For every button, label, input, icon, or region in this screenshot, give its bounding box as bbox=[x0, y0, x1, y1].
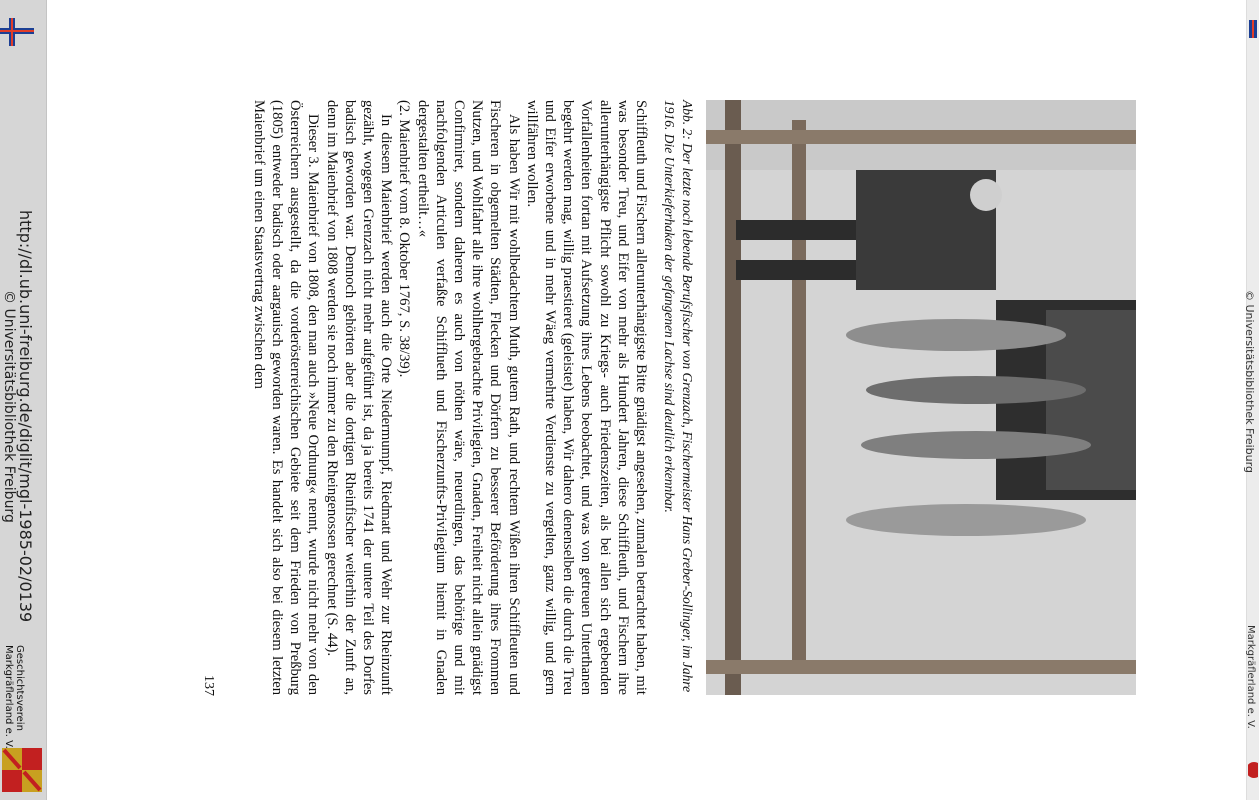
society-line-1: Geschichtsverein bbox=[14, 645, 25, 731]
flag-icon-right bbox=[1249, 20, 1257, 38]
paragraph-4: In diesem Maienbrief werden auch die Orte Niedermumpf, Riedmatt und Wehr zur Rheinzunft gezählt, wogegen Grenzach nicht mehr aufgeführt ist, da ja bereits 1741 der untere Teil des Dorfes badisch geworden war. Dennoch gehörten aber die dortigen Rheinfischer weiterhin der Zunft an, denn im Maienbrief von 1808 werden sie noch immer zu den Rheingenossen gerechnet (S. 44). bbox=[323, 100, 395, 695]
copyright-text: © Universitätsbibliothek Freiburg bbox=[1, 290, 17, 523]
scanned-page bbox=[201, 100, 1136, 700]
body-text bbox=[230, 100, 650, 695]
page-number: 137 bbox=[201, 675, 216, 696]
coat-of-arms-icon bbox=[2, 748, 42, 792]
flag-icon bbox=[0, 18, 34, 46]
society-line-2: Markgräflerland e. V. bbox=[3, 645, 14, 749]
paragraph-2: Als haben Wir mit wohlbedachtem Muth, gutem Rath, und rechtem Wißen ihren Schiffleuten und Fischeren in obgemelten Städten, Flecken und Dörfern zu besserer Beförderung ihres Frommen Nutzen, und Wohlfahrt alle ihre wohlhergebrachte Privilegien, Gnaden, Freiheit nicht allein gnädigst Confirmiret, sondern daheren es auch von nöthen wäre, neuerdingen, das behörige und mit nachfolgenden Articulen verfaßte Schifflueth und Fischerzunfts-Privilegium hiemit in Gnaden dergestalten ertheilt…« bbox=[414, 100, 522, 695]
page-url[interactable]: http://dl.ub.uni-freiburg.de/diglit/mgl-1985-02/0139 bbox=[16, 210, 35, 623]
paragraph-5: Dieser 3. Maienbrief von 1808, den man auch »Neue Ordnung« nennt, wurde nicht mehr von den Österreichern ausgestellt, da die vorderösterreichischen Gebiete seit dem Frieden von Preßburg (1805) entweder badisch oder aargauisch geworden waren. Es handelt sich also bei diesem letzten Maienbrief um einen Staatsvertrag zwischen dem bbox=[250, 100, 322, 695]
fisherman-photo bbox=[706, 100, 1136, 695]
right-edge-society: Markgräflerland e. V. bbox=[1245, 625, 1256, 729]
paragraph-1: Schiffleuth und Fischern allerunterhängigste Bitte gnädigst angesehen, zumalen betrachtet haben, mit was besonder Treu, und Eifer von mehr als Hundert Jahren, diese Schiffleuth, und Fischern ihre allerunterhängigste Pflicht sowohl zu Kriegs- auch Friedenszeiten, als bei allen sich ergebenden Vorfallenheiten fortan mit Aufsetzung ihres Lebens beobachtet, und was von getreuen Unterthanen begehrt werden mag, willig praestieret (geleistet) haben, Wir dahero denenselben die durch die Treu und Eifer erworbene und in mehr Wäeg vermehrte Verdienste zu vergelten, ganz willig, und gern willfähren wollen. bbox=[523, 100, 649, 695]
paragraph-3: (2. Maienbrief vom 8. Oktober 1767, S. 38/39). bbox=[396, 100, 413, 378]
figure-caption: Abb. 2: Der letzte noch lebende Berufsfischer von Grenzach, Fischermeister Hans Greber-Sollinger, im Jahre 1916. Die Unterkieferhaken der gefangenen Lachse sind deutlich erkennbar. bbox=[662, 100, 695, 693]
right-edge-copyright: © Universitätsbibliothek Freiburg bbox=[1243, 290, 1256, 473]
society-name bbox=[3, 645, 25, 749]
